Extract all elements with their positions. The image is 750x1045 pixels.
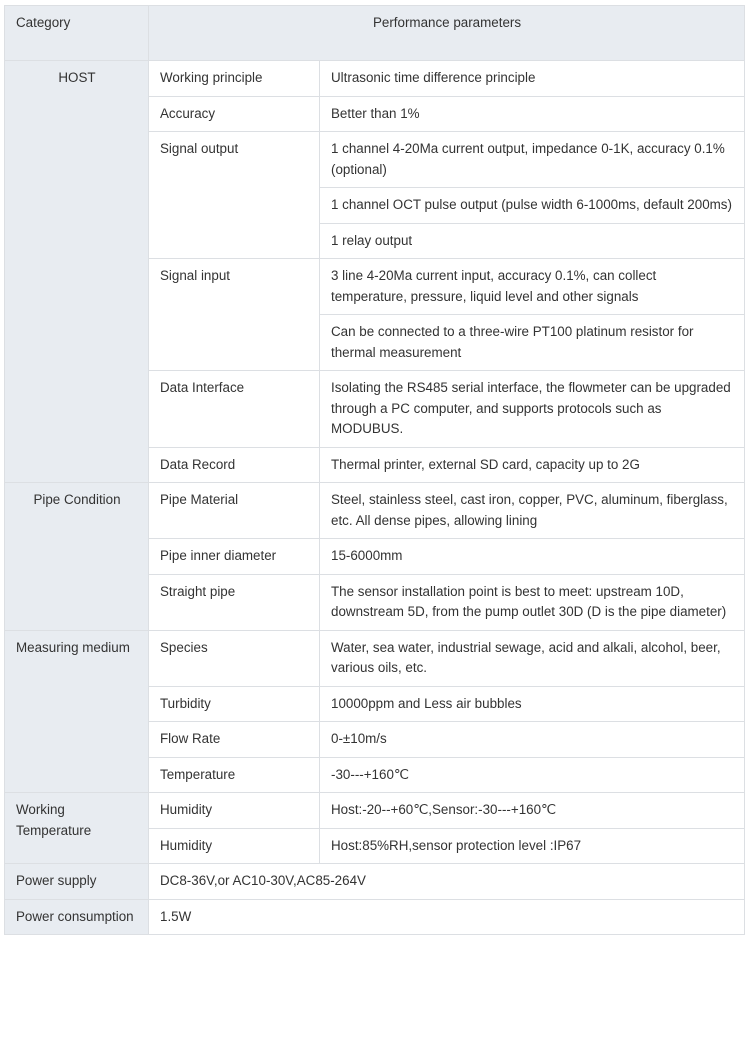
param-label: Pipe Material [149, 483, 320, 539]
param-value: Water, sea water, industrial sewage, acid and alkali, alcohol, beer, various oils, etc. [320, 630, 745, 686]
param-label: Signal input [149, 259, 320, 371]
header-category: Category [5, 6, 149, 61]
category-measuring-medium: Measuring medium [5, 630, 149, 793]
spec-table [4, 5, 745, 935]
param-value: DC8-36V,or AC10-30V,AC85-264V [149, 864, 745, 900]
table-row [5, 61, 745, 97]
param-label: Signal output [149, 132, 320, 259]
param-value: Host:-20--+60℃,Sensor:-30---+160℃ [320, 793, 745, 829]
category-power-supply: Power supply [5, 864, 149, 900]
param-value: Isolating the RS485 serial interface, the flowmeter can be upgraded through a PC computer, and supports protocols such as MODUBUS. [320, 371, 745, 448]
category-power-consumption: Power consumption [5, 899, 149, 935]
table-row [5, 483, 745, 539]
param-value: 1.5W [149, 899, 745, 935]
param-label: Accuracy [149, 96, 320, 132]
param-value: -30---+160℃ [320, 757, 745, 793]
param-value: 10000ppm and Less air bubbles [320, 686, 745, 722]
param-value: 1 relay output [320, 223, 745, 259]
table-row [5, 630, 745, 686]
param-value: Thermal printer, external SD card, capacity up to 2G [320, 447, 745, 483]
table-header-row [5, 6, 745, 61]
header-parameters: Performance parameters [149, 6, 745, 61]
param-value: The sensor installation point is best to meet: upstream 10D, downstream 5D, from the pump outlet 30D (D is the pipe diameter) [320, 574, 745, 630]
param-value: 1 channel OCT pulse output (pulse width 6-1000ms, default 200ms) [320, 188, 745, 224]
table-row [5, 899, 745, 935]
param-value: 1 channel 4-20Ma current output, impedance 0-1K, accuracy 0.1% (optional) [320, 132, 745, 188]
param-value: 3 line 4-20Ma current input, accuracy 0.1%, can collect temperature, pressure, liquid level and other signals [320, 259, 745, 315]
param-label: Pipe inner diameter [149, 539, 320, 575]
param-label: Species [149, 630, 320, 686]
category-working-temperature: Working Temperature [5, 793, 149, 864]
param-value: Ultrasonic time difference principle [320, 61, 745, 97]
table-row [5, 864, 745, 900]
param-label: Humidity [149, 828, 320, 864]
param-label: Working principle [149, 61, 320, 97]
category-pipe-condition: Pipe Condition [5, 483, 149, 631]
param-value: Steel, stainless steel, cast iron, copper, PVC, aluminum, fiberglass, etc. All dense pipes, allowing lining [320, 483, 745, 539]
param-label: Data Record [149, 447, 320, 483]
category-host: HOST [5, 61, 149, 483]
param-value: 15-6000mm [320, 539, 745, 575]
table-row [5, 793, 745, 829]
param-value: 0-±10m/s [320, 722, 745, 758]
param-label: Temperature [149, 757, 320, 793]
param-label: Humidity [149, 793, 320, 829]
param-label: Flow Rate [149, 722, 320, 758]
param-value: Host:85%RH,sensor protection level :IP67 [320, 828, 745, 864]
param-label: Straight pipe [149, 574, 320, 630]
param-value: Can be connected to a three-wire PT100 platinum resistor for thermal measurement [320, 315, 745, 371]
param-value: Better than 1% [320, 96, 745, 132]
param-label: Data Interface [149, 371, 320, 448]
param-label: Turbidity [149, 686, 320, 722]
